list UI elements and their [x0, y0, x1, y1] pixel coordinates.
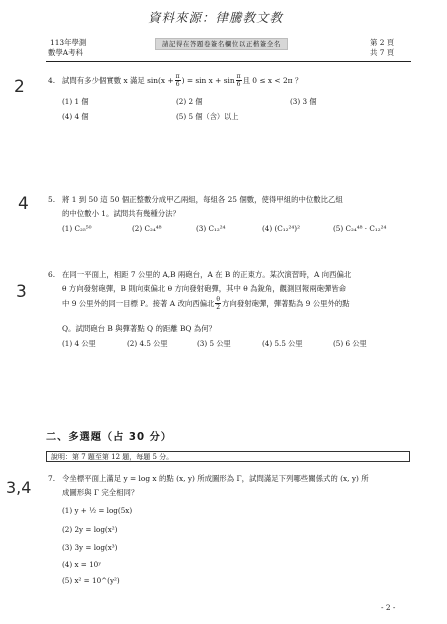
question-5-line-2: 的中位數小 1。試問共有幾種分法？: [62, 209, 180, 218]
q5-option-3: (3) C₁₂²⁴: [196, 224, 226, 233]
q4-option-2: (2) 2 個: [176, 97, 203, 106]
q6-option-2: (2) 4.5 公里: [127, 339, 168, 348]
footer-page-label: - 2 -: [381, 603, 396, 612]
q5-option-2: (2) C₂₄⁴⁸: [132, 224, 162, 233]
question-6-line-2: θ 方向發射砲彈，B 則向東偏北 θ 方向發射砲彈，其中 θ 為銳角，觀測回報兩砲彈皆命: [62, 284, 347, 293]
answer-mark-q6: 3: [16, 282, 27, 302]
question-7-line-1: 令坐標平面上滿足 y = log x 的點 (x, y) 所成圖形為 Γ，試問滿足下列哪些關係式的 (x, y) 所: [62, 474, 369, 483]
q6-option-1: (1) 4 公里: [62, 339, 96, 348]
answer-mark-q5: 4: [18, 194, 29, 214]
signature-reminder-banner: 請記得在答題卷簽名欄位以正楷簽全名: [155, 38, 288, 50]
q6-theta-half-fraction: [215, 296, 221, 311]
q4-frac2-den: 6: [236, 81, 241, 88]
question-6-line-3: [62, 296, 350, 311]
q7-option-1: (1) y + ½ = log(5x): [62, 506, 133, 515]
q4-option-5: (5) 5 個（含）以上: [176, 112, 239, 121]
question-number-4: 4.: [48, 76, 56, 85]
question-7-line-2: 成圖形與 Γ 完全相同？: [62, 488, 139, 497]
q4-option-3: (3) 3 個: [290, 97, 317, 106]
q6-line3-a: 中 9 公里外的同一目標 P。接著 A 改向西偏北: [62, 298, 215, 308]
q4-frac1-den: 6: [175, 81, 180, 88]
q6-option-3: (3) 5 公里: [197, 339, 231, 348]
q4-option-4: (4) 4 個: [62, 112, 89, 121]
question-number-5: 5.: [48, 195, 56, 204]
header-divider: [46, 61, 411, 62]
q4-frac1-num: π: [175, 73, 180, 80]
section-title-multiple-choice: 二、多選題（占 30 分）: [46, 432, 172, 443]
q6-option-4: (4) 5.5 公里: [262, 339, 303, 348]
question-6-line-1: 在同一平面上，相距 7 公里的 A,B 兩砲台，A 在 B 的正東方。某次演習時，A 向西偏北: [62, 270, 352, 279]
q4-text-b: ) = sin x + sin: [181, 75, 235, 85]
q4-fraction-1: [175, 73, 181, 88]
q6-line3-b: 方向發射砲彈，彈著點為 9 公里外的點: [222, 298, 350, 308]
q4-text-c: 且 0 ≤ x < 2π ？: [242, 75, 303, 85]
q6-frac-den: 2: [216, 304, 221, 311]
q7-option-5: (5) x² = 10^(y²): [62, 576, 120, 585]
exam-year: 113年學測: [50, 38, 87, 47]
handwritten-source-title: 資料來源：律騰教文教: [148, 10, 284, 25]
question-4-text: [62, 73, 302, 88]
q6-option-5: (5) 6 公里: [333, 339, 367, 348]
q4-fraction-2: [236, 73, 242, 88]
exam-subject: 數學A考科: [48, 48, 83, 57]
q7-option-2: (2) 2y = log(x²): [62, 525, 118, 534]
question-5-line-1: 將 1 到 50 這 50 個正整數分成甲乙兩組，每組各 25 個數，使得甲組的中位數比乙組: [62, 195, 343, 204]
q5-option-5: (5) C₂₄⁴⁸ · C₁₂²⁴: [333, 224, 387, 233]
total-pages: 共 7 頁: [370, 48, 395, 57]
answer-mark-q4: 2: [14, 77, 25, 97]
q4-frac2-num: π: [236, 73, 241, 80]
q7-option-3: (3) 3y = log(x³): [62, 543, 118, 552]
q4-text-a: 試問有多少個實數 x 滿足 sin(x +: [62, 75, 174, 85]
q7-option-4: (4) x = 10ʸ: [62, 560, 102, 569]
q5-option-1: (1) C₂₅⁵⁰: [62, 224, 92, 233]
answer-mark-q7: 3,4: [6, 478, 32, 497]
q6-frac-num: θ: [216, 296, 221, 303]
q5-option-4: (4) (C₁₂²⁴)²: [262, 224, 300, 233]
section-note: 說明：第 7 題至第 12 題，每題 5 分。: [46, 451, 410, 462]
page-number: 第 2 頁: [370, 38, 395, 47]
question-number-6: 6.: [48, 270, 56, 279]
question-6-line-4: Q。試問砲台 B 與彈著點 Q 的距離 BQ 為何？: [62, 324, 216, 333]
q4-option-1: (1) 1 個: [62, 97, 89, 106]
question-number-7: 7.: [48, 474, 56, 483]
